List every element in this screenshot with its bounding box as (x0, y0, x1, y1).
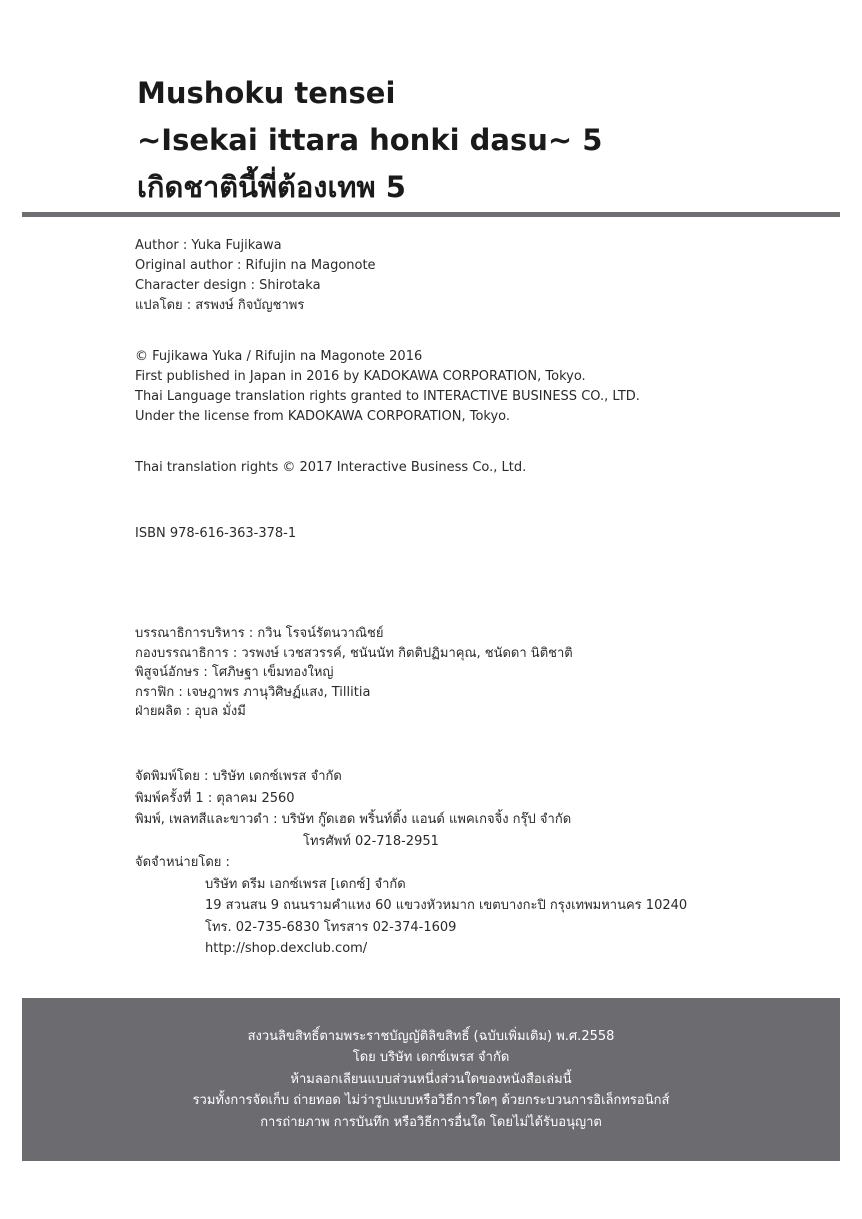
footer-line-5: การถ่ายภาพ การบันทึก หรือวิธีการอื่นใด โดยไม่ได้รับอนุญาต (260, 1114, 602, 1130)
title-divider (22, 212, 840, 217)
copyright-notice-footer (22, 998, 840, 1161)
copyright-block (135, 347, 640, 427)
copyright-line-1: © Fujikawa Yuka / Rifujin na Magonote 2016 (135, 349, 423, 364)
translator-line: แปลโดย : สรพงษ์ กิจบัญชาพร (135, 298, 305, 313)
footer-line-4: รวมทั้งการจัดเก็บ ถ่ายทอด ไม่ว่ารูปแบบหรือวิธีการใดๆ ด้วยกระบวนการอิเล็กทรอนิกส์ (192, 1093, 670, 1109)
distributor-url: http://shop.dexclub.com/ (205, 941, 368, 956)
footer-line-1: สงวนลิขสิทธิ์ตามพระราชบัญญัติลิขสิทธิ์ (ฉบับเพิ่มเติม) พ.ศ.2558 (247, 1028, 615, 1044)
footer-line-3: ห้ามลอกเลียนแบบส่วนหนึ่งส่วนใดของหนังสือเล่มนี้ (290, 1071, 572, 1087)
production-line: ฝ่ายผลิต : อุบล มั่งมี (135, 704, 246, 719)
first-print-line: พิมพ์ครั้งที่ 1 : ตุลาคม 2560 (135, 790, 295, 806)
character-design-line: Character design : Shirotaka (135, 278, 321, 293)
distributor-label: จัดจำหน่ายโดย : (135, 855, 230, 870)
book-title (137, 70, 837, 211)
author-line: Author : Yuka Fujikawa (135, 238, 282, 253)
footer-line-2: โดย บริษัท เดกซ์เพรส จำกัด (352, 1050, 510, 1066)
printer-phone-line: โทรศัพท์ 02-718-2951 (303, 833, 439, 849)
graphics-line: กราฟิก : เจษฎาพร ภานุวิศิษฏ์แสง, Tillitia (135, 684, 371, 700)
distributor-contact: โทร. 02-735-6830 โทรสาร 02-374-1609 (205, 919, 457, 935)
credits-block (135, 236, 376, 316)
editorial-board-line: กองบรรณาธิการ : วรพงษ์ เวชสวรรค์, ชนันนัท กิตติปฏิมาคุณ, ชนัดดา นิติชาติ (135, 645, 573, 661)
proofreader-line: พิสูจน์อักษร : โศภิษฐา เข็มทองใหญ่ (135, 665, 334, 680)
distributor-address: 19 สวนสน 9 ถนนรามคำแหง 60 แขวงหัวหมาก เขตบางกะปิ กรุงเทพมหานคร 10240 (205, 898, 688, 913)
copyright-line-3: Thai Language translation rights granted to INTERACTIVE BUSINESS CO., LTD. (135, 389, 640, 404)
original-author-line: Original author : Rifujin na Magonote (135, 258, 376, 273)
staff-block (135, 624, 573, 722)
title-line-1: Mushoku tensei (137, 76, 396, 110)
title-line-thai: เกิดชาตินี้พี่ต้องเทพ 5 (137, 170, 406, 204)
managing-editor-line: บรรณาธิการบริหาร : กวิน โรจน์รัตนวาณิชย์ (135, 626, 384, 641)
isbn-line: ISBN 978-616-363-378-1 (135, 526, 297, 541)
publisher-line: จัดพิมพ์โดย : บริษัท เดกซ์เพรส จำกัด (135, 769, 342, 784)
printer-line: พิมพ์, เพลทสีและขาวดำ : บริษัท กู๊ดเฮด พริ้นท์ติ้ง แอนด์ แพคเกจจิ้ง กรุ๊ป จำกัด (135, 812, 572, 827)
distributor-name: บริษัท ดรีม เอกซ์เพรส [เดกซ์] จำกัด (205, 876, 406, 892)
copyright-line-4: Under the license from KADOKAWA CORPORATION, Tokyo. (135, 409, 511, 424)
thai-rights-line: Thai translation rights © 2017 Interactive Business Co., Ltd. (135, 460, 527, 475)
title-line-2: ~Isekai ittara honki dasu~ 5 (137, 123, 603, 157)
printing-block (135, 766, 687, 960)
copyright-line-2: First published in Japan in 2016 by KADOKAWA CORPORATION, Tokyo. (135, 369, 586, 384)
